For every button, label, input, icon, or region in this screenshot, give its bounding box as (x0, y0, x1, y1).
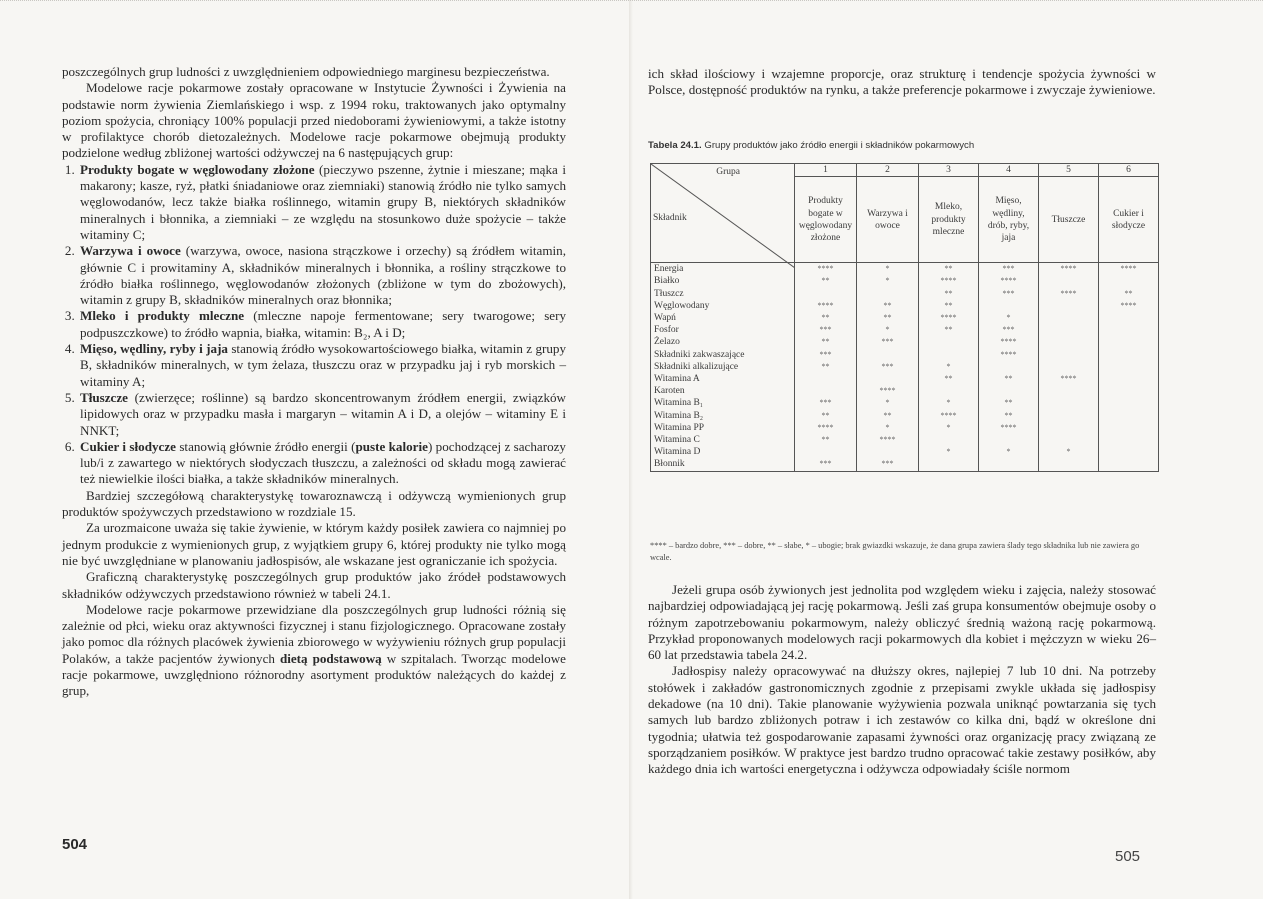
group-name: Tłuszcze (1039, 177, 1099, 263)
rating-cell (979, 300, 1039, 312)
table-row (651, 458, 1159, 471)
rating-cell (979, 361, 1039, 373)
rating-cell (1099, 275, 1159, 287)
table-row (651, 275, 1159, 287)
rating-cell: *** (979, 263, 1039, 276)
rating-cell: ** (979, 410, 1039, 422)
rating-cell (795, 288, 857, 300)
rating-cell (1099, 373, 1159, 385)
paragraph: Graficzną charakterystykę poszczególnych grup produktów jako źródeł podstawowych składników odżywczych przedstawiono również w tabeli 24.1. (62, 569, 566, 601)
ingredient-name: Energia (651, 263, 795, 276)
paragraph: Jeżeli grupa osób żywionych jest jednolita pod względem wieku i zajęcia, należy stosować najbardziej odpowiadającą jej rację pokarmową. Jeśli zaś grupa konsumentów obejmuje osoby o różnym zapotrzebowaniu pokarmowym, należy obliczyć średnią ważoną rację pokarmową. Przykład proponowanych modelowych racji pokarmowych dla kobiet i mężczyzn w wieku 26–60 lat przedstawia tabela 24.2. (648, 582, 1156, 663)
rating-cell: ** (919, 263, 979, 276)
rating-cell (979, 458, 1039, 471)
rating-cell: *** (795, 324, 857, 336)
rating-cell (795, 373, 857, 385)
right-intro-text (648, 66, 1156, 99)
table-row (651, 397, 1159, 409)
ingredient-name: Witamina B₁ (651, 397, 795, 409)
rating-cell: ** (979, 373, 1039, 385)
rating-cell (919, 385, 979, 397)
rating-cell (1039, 434, 1099, 446)
rating-cell (1099, 385, 1159, 397)
table-row (651, 373, 1159, 385)
book-gutter (629, 0, 633, 899)
rating-cell (1039, 336, 1099, 348)
rating-cell: *** (857, 336, 919, 348)
rating-cell (857, 349, 919, 361)
rating-cell (1039, 312, 1099, 324)
rating-cell: * (857, 324, 919, 336)
paragraph: Bardziej szczegółową charakterystykę towaroznawczą i odżywczą wymienionych grup produktów spożywczych przedstawiono w rozdziale 15. (62, 487, 566, 520)
table-row (651, 288, 1159, 300)
rating-cell (1039, 397, 1099, 409)
rating-cell: ** (919, 288, 979, 300)
ingredient-name: Witamina D (651, 446, 795, 458)
rating-cell: ** (795, 336, 857, 348)
table-row (651, 300, 1159, 312)
rating-cell (857, 373, 919, 385)
rating-cell (1099, 312, 1159, 324)
group-name: Produkty bogate w węglowodany złożone (795, 177, 857, 263)
page-number-left: 504 (62, 836, 88, 853)
ingredient-name: Witamina C (651, 434, 795, 446)
ingredient-name: Białko (651, 275, 795, 287)
table-row (651, 446, 1159, 458)
group-name: Cukier i słodycze (1099, 177, 1159, 263)
table-row (651, 385, 1159, 397)
rating-cell (1099, 458, 1159, 471)
group-name: Mleko, produkty mleczne (919, 177, 979, 263)
right-text-column (648, 582, 1156, 778)
rating-cell: * (979, 312, 1039, 324)
rating-cell: * (979, 446, 1039, 458)
rating-cell: **** (857, 434, 919, 446)
rating-cell (1099, 324, 1159, 336)
rating-cell (1099, 446, 1159, 458)
rating-cell: **** (795, 300, 857, 312)
page-number-right: 505 (1115, 848, 1141, 865)
table-row (651, 361, 1159, 373)
ingredient-name: Witamina PP (651, 422, 795, 434)
rating-cell (1039, 361, 1099, 373)
rating-cell: * (857, 422, 919, 434)
rating-cell (1039, 422, 1099, 434)
paragraph: Modelowe racje pokarmowe przewidziane dla poszczególnych grup ludności różnią się zależnie od płci, wieku oraz aktywności fizycznej i stanu fizjologicznego. Opracowane zostały jako pomoc dla różnych placówek żywienia zbiorowego w wyżywieniu różnych grup populacji Polaków, a także pacjentów żywionych dietą podstawową w szpitalach. Tworząc modelowe racje pokarmowe, uwzględniono różnorodny asortyment produktów należących do każdej z grup, (62, 601, 566, 699)
corner-label-ingredient: Składnik (653, 213, 687, 223)
rating-cell (1099, 349, 1159, 361)
rating-cell (1039, 300, 1099, 312)
ingredient-name: Żelazo (651, 336, 795, 348)
rating-cell: **** (1039, 263, 1099, 276)
table-row (651, 434, 1159, 446)
group-name: Warzywa i owoce (857, 177, 919, 263)
rating-cell: ** (857, 300, 919, 312)
rating-cell (1039, 275, 1099, 287)
rating-cell (1039, 458, 1099, 471)
rating-cell: **** (979, 349, 1039, 361)
table-row (651, 422, 1159, 434)
rating-cell: ** (1099, 288, 1159, 300)
rating-cell (1099, 361, 1159, 373)
paragraph: Modelowe racje pokarmowe zostały opracowane w Instytucie Żywności i Żywienia na podstawie norm żywienia Ziemlańskiego i wsp. z 1994 roku, traktowanych jako optymalny poziom spożycia, chroniący 100% populacji przed niedoborami żywieniowymi, a także istotny w profilaktyce chorób dietozależnych. Modelowe racje pokarmowe obejmują produkty podzielone według zbliżonej wartości odżywczej na 6 następujących grup: (62, 80, 566, 161)
list-item: 2. Warzywa i owoce (warzywa, owoce, nasiona strączkowe i orzechy) są źródłem witamin, głównie C i prowitaminy A, składników mineralnych i błonnika, a rośliny strączkowe to źródło białka roślinnego, węglowodanów złożonych (zbliżone w tym do zbożowych), witamin z grupy B, składników mineralnych oraz błonnika; (78, 243, 566, 308)
group-number: 1 (795, 164, 857, 177)
group-number: 2 (857, 164, 919, 177)
rating-cell: ** (979, 397, 1039, 409)
rating-cell: **** (979, 336, 1039, 348)
ingredient-name: Tłuszcz (651, 288, 795, 300)
table-row (651, 336, 1159, 348)
rating-cell: **** (919, 312, 979, 324)
list-item: 4. Mięso, wędliny, ryby i jaja stanowią źródło wysokowartościowego białka, witamin z grupy B, składników mineralnych, w tym żelaza, tłuszczu oraz w przypadku jaj i ryb morskich – witaminy A; (78, 341, 566, 390)
rating-cell: ** (919, 373, 979, 385)
rating-cell (857, 288, 919, 300)
group-number: 4 (979, 164, 1039, 177)
rating-cell: *** (857, 458, 919, 471)
ingredient-name: Węglowodany (651, 300, 795, 312)
rating-cell: *** (979, 288, 1039, 300)
rating-cell: ** (795, 275, 857, 287)
rating-cell: * (919, 422, 979, 434)
rating-cell (919, 434, 979, 446)
rating-cell: **** (979, 275, 1039, 287)
table-corner-header (651, 164, 795, 263)
ingredient-name: Witamina A (651, 373, 795, 385)
paragraph: Za urozmaicone uważa się takie żywienie, w którym każdy posiłek zawiera co najmniej po jednym produkcie z wymienionych grup, z wyjątkiem grupy 6, której produkty nie tylko mogą nie być uwzględniane w planowaniu jadłospisów, ale wskazane jest ograniczanie ich spożycia. (62, 520, 566, 568)
list-item: 1. Produkty bogate w węglowodany złożone (pieczywo pszenne, żytnie i mieszane; mąka i makarony; kasze, ryż, płatki śniadaniowe oraz ziemniaki) stanowią źródło nie tylko samych węglowodanów, lecz także białka roślinnego, witamin grupy B, niektórych składników mineralnych i błonnika, a ziemniaki – ze względu na stosunkowo duże spożycie – także witaminy C; (78, 162, 566, 243)
list-item: 3. Mleko i produkty mleczne (mleczne napoje fermentowane; sery twarogowe; sery podpuszczkowe) to źródło wapnia, białka, witamin: B₂, A i D; (78, 308, 566, 341)
rating-cell (1099, 434, 1159, 446)
rating-cell: * (1039, 446, 1099, 458)
ingredient-name: Składniki zakwaszające (651, 349, 795, 361)
table-row (651, 324, 1159, 336)
rating-cell: ** (857, 312, 919, 324)
table-row (651, 349, 1159, 361)
list-item: 5. Tłuszcze (zwierzęce; roślinne) są bardzo skoncentrowanym źródłem energii, związków lipidowych oraz w przypadku masła i margaryn – witamin A i D, a olejów – witaminy E i NNKT; (78, 390, 566, 439)
rating-cell (1039, 410, 1099, 422)
corner-label-group: Grupa (716, 167, 740, 177)
rating-cell (795, 385, 857, 397)
rating-cell (919, 336, 979, 348)
rating-cell: **** (919, 410, 979, 422)
rating-cell: *** (795, 397, 857, 409)
rating-cell: ** (919, 324, 979, 336)
rating-cell (919, 458, 979, 471)
rating-cell: * (919, 361, 979, 373)
rating-cell (1039, 324, 1099, 336)
rating-cell (919, 349, 979, 361)
rating-cell (1039, 349, 1099, 361)
rating-cell: ** (857, 410, 919, 422)
rating-cell (1099, 410, 1159, 422)
rating-cell: **** (795, 422, 857, 434)
rating-cell (1099, 422, 1159, 434)
table-row (651, 410, 1159, 422)
list-item: 6. Cukier i słodycze stanowią głównie źródło energii (puste kalorie) pochodzącej z sacharozy lub/i z zawartego w niektórych słodyczach tłuszczu, a zależności od składu mogą zawierać też niewielkie ilości białka, a także składników mineralnych. (78, 439, 566, 488)
rating-cell: * (919, 397, 979, 409)
rating-cell (1039, 385, 1099, 397)
rating-cell: * (919, 446, 979, 458)
rating-cell: *** (795, 349, 857, 361)
ingredient-name: Wapń (651, 312, 795, 324)
rating-cell: **** (1099, 263, 1159, 276)
rating-cell: ** (795, 312, 857, 324)
rating-cell: **** (1039, 288, 1099, 300)
rating-cell: **** (857, 385, 919, 397)
rating-cell: ** (795, 434, 857, 446)
rating-cell: *** (857, 361, 919, 373)
rating-cell: **** (1099, 300, 1159, 312)
rating-cell (979, 434, 1039, 446)
rating-cell (979, 385, 1039, 397)
paragraph: ich skład ilościowy i wzajemne proporcje, oraz strukturę i tendencje spożycia żywności w Polsce, dostępność produktów na rynku, a także preferencje pokarmowe i zwyczaje żywieniowe. (648, 66, 1156, 98)
rating-cell: **** (1039, 373, 1099, 385)
rating-cell: *** (979, 324, 1039, 336)
rating-cell: * (857, 397, 919, 409)
rating-cell (1099, 336, 1159, 348)
paragraph: poszczególnych grup ludności z uwzględnieniem odpowiedniego marginesu bezpieczeństwa. (62, 64, 550, 79)
ingredient-name: Błonnik (651, 458, 795, 471)
rating-cell: * (857, 263, 919, 276)
rating-cell (857, 446, 919, 458)
rating-cell: * (857, 275, 919, 287)
group-number: 6 (1099, 164, 1159, 177)
group-name: Mięso, wędliny, drób, ryby, jaja (979, 177, 1039, 263)
rating-cell: ** (919, 300, 979, 312)
ingredient-name: Karoten (651, 385, 795, 397)
group-number: 3 (919, 164, 979, 177)
ingredient-name: Fosfor (651, 324, 795, 336)
paragraph: Jadłospisy należy opracowywać na dłuższy okres, najlepiej 7 lub 10 dni. Na potrzeby stołówek i zakładów gastronomicznych zgodnie z przepisami zwykle układa się jadłospisy dekadowe (na 10 dni). Takie planowanie wyżywienia pozwala uniknąć powtarzania się tych samych lub bardzo zbliżonych potraw i ich zestawów co kilka dni, bądź w określone dni tygodnia; ułatwia też gospodarowanie zapasami żywności oraz organizację pracy związaną ze sporządzaniem posiłków. W praktyce jest bardzo trudno opracować takie zestawy posiłków, aby każdego dnia ich wartości energetyczna i odżywcza odpowiadały ściśle normom (648, 663, 1156, 777)
rating-cell: *** (795, 458, 857, 471)
rating-cell (795, 446, 857, 458)
rating-cell: **** (919, 275, 979, 287)
left-text-column (62, 64, 566, 700)
rating-cell: ** (795, 361, 857, 373)
group-number: 5 (1039, 164, 1099, 177)
table-legend: **** – bardzo dobre, *** – dobre, ** – słabe, * – ubogie; brak gwiazdki wskazuje, że dana grupa zawiera ślady tego składnika lub nie zawiera go wcale. (650, 541, 1140, 562)
table-row (651, 312, 1159, 324)
rating-cell (1099, 397, 1159, 409)
rating-cell: **** (979, 422, 1039, 434)
rating-cell: ** (795, 410, 857, 422)
nutrient-table (650, 163, 1159, 472)
table-caption: Tabela 24.1. Grupy produktów jako źródło energii i składników pokarmowych (648, 140, 975, 151)
rating-cell: **** (795, 263, 857, 276)
food-group-list (62, 162, 566, 488)
ingredient-name: Składniki alkalizujące (651, 361, 795, 373)
scan-edge (0, 0, 1263, 9)
ingredient-name: Witamina B₂ (651, 410, 795, 422)
